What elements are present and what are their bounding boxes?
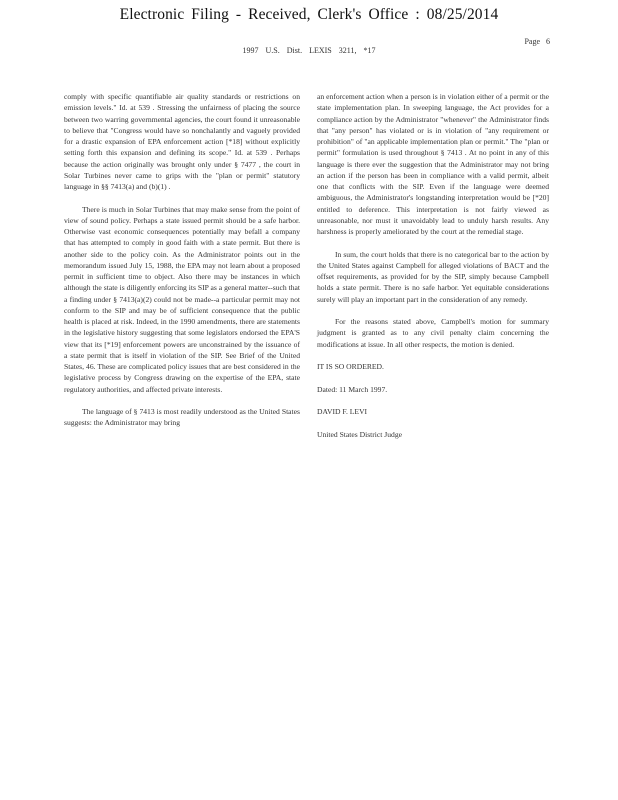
left-paragraph-1: comply with specific quantifiable air quality standards or restrictions on emission levels." Id. at 539 . Stressing the unfairness of placing the source between two warring governmental agencies, the court found it unreasonable to believe that "Congress would have so nonchalantly and vaguely provided for a drastic expansion of EPA enforcement action [*18] without explicitly setting forth this expansion and defining its scope." Id. at 539 . Perhaps because the action originally was brought only under § 7477 , the court in Solar Turbines never came to grips with the "plan or permit" statutory language in §§ 7413(a) and (b)(1) . bbox=[64, 92, 300, 191]
right-paragraph-2: In sum, the court holds that there is no categorical bar to the action by the United States against Campbell for alleged violations of BACT and the offset requirements, as provided for by the SIP, simply because Campbell holds a state permit. There is no safe harbor. Yet equitable considerations surely will play an important part in the consideration of any remedy. bbox=[317, 249, 549, 304]
judge-name: DAVID F. LEVI bbox=[317, 407, 368, 416]
judge-title: United States District Judge bbox=[317, 429, 402, 439]
filing-stamp-header: Electronic Filing - Received, Clerk's Office : 08/25/2014 bbox=[119, 6, 499, 23]
right-paragraph-1: an enforcement action when a person is in violation either of a permit or the state implementation plan. In sweeping language, the Act provides for a compliance action by the Administrator "whenever" the Administrator finds that "any person" has violated or is in violation of "any requirement or prohibition" of "an applicable implementation plan or permit." The "plan or permit" formulation is used throughout § 7413 . At no point in any of this language is there ever the suggestion that the Administrator may not bring an action if the person has been in compliance with a valid permit, albeit one that conflicts with the SIP. Even if the language were deemed ambiguous, the Administrator's longstanding interpretation would be [*20] entitled to deference. This interpretation is not fairly viewed as unreasonable, nor must it unavoidably lead to unduly harsh results. Any harshness is properly ameliorated by the court at the remedial stage. bbox=[317, 92, 549, 236]
left-paragraph-2: There is much in Solar Turbines that may make sense from the point of view of sound policy. Perhaps a state issued permit should be a safe harbor. Otherwise vast economic consequences potentially may befall a company that has attempted to comply in good faith with a state permit. But there is another side to the policy coin. As the Administrator points out in the memorandum issued July 15, 1988, the EPA may not learn about a proposed permit in sufficient time to object. Also there may be instances in which although the state is diligently enforcing its SIP as a general matter--such that a finding under § 7413(a)(2) could not be made--a particular permit may not conform to the SIP and may be of sufficient consequence that the public health is placed at risk. Indeed, in the 1990 amendments, there are statements in the legislative history suggesting that some legislators endorsed the EPA'S view that its [*19] enforcement powers are unconstrained by the issuance of a state permit that is itself in violation of the SIP. See Brief of the United States, 46. These are complicated policy issues that are best considered in the legislative process by Congress drawing on the expertise of the EPA, state regulatory authorities, and affected private interests. bbox=[64, 204, 300, 394]
case-citation: 1997 U.S. Dist. LEXIS 3211, *17 bbox=[242, 46, 376, 55]
dated-line: Dated: 11 March 1997. bbox=[317, 384, 388, 394]
right-paragraph-3: For the reasons stated above, Campbell's motion for summary judgment is granted as to any civil penalty claim concerning the modifications at issue. In all other respects, the motion is denied. bbox=[317, 317, 549, 349]
page-number: Page 6 bbox=[524, 37, 550, 46]
left-paragraph-3: The language of § 7413 is most readily understood as the United States suggests: the Administrator may bring bbox=[64, 407, 300, 428]
left-column bbox=[64, 91, 300, 440]
order-line: IT IS SO ORDERED. bbox=[317, 362, 384, 371]
right-column bbox=[317, 91, 549, 451]
